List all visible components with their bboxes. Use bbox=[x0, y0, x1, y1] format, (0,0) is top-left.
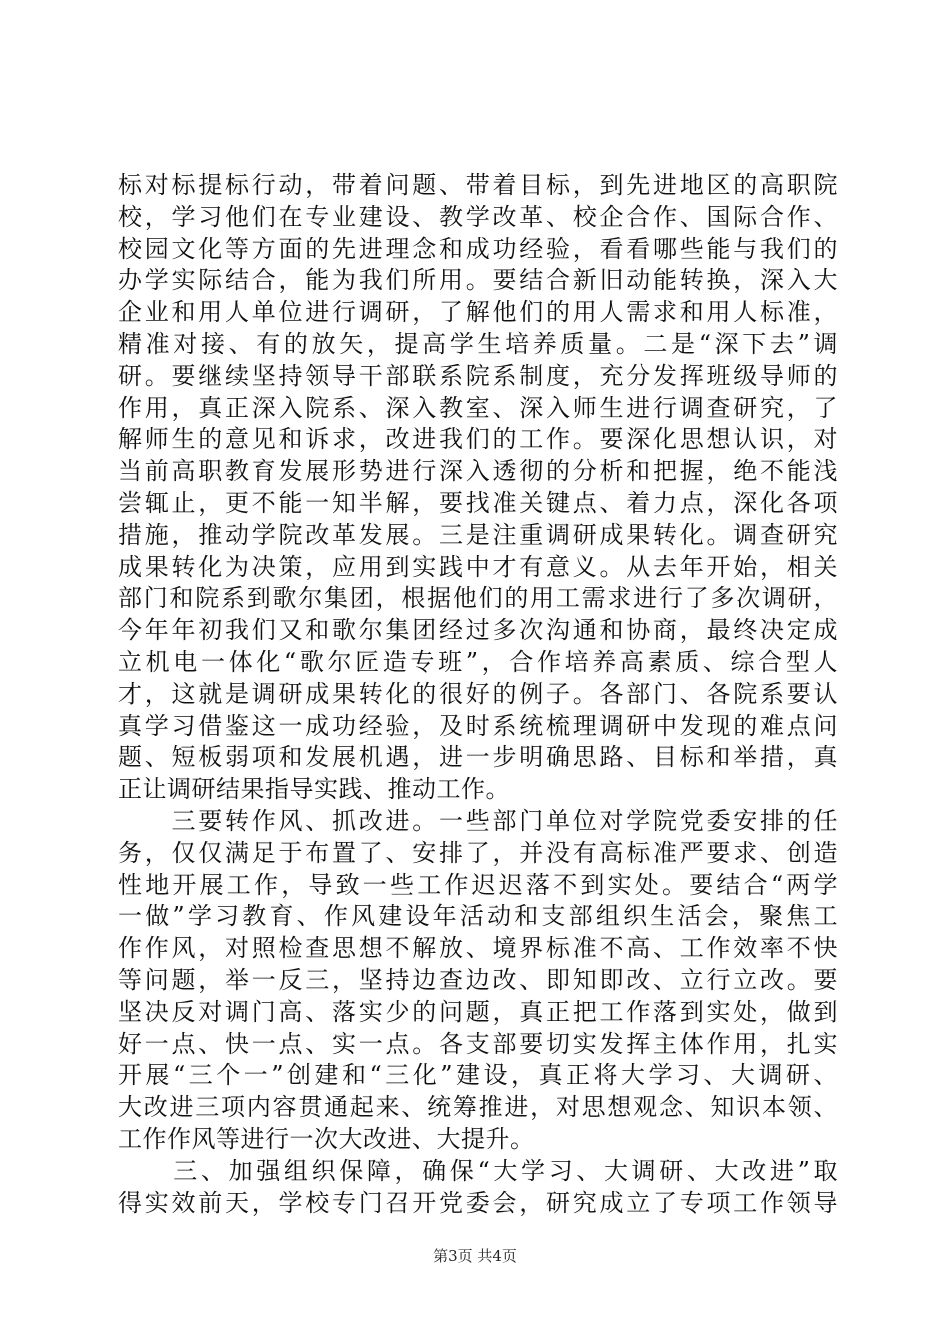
text-line: 作作风，对照检查思想不解放、境界标准不高、工作效率不快 bbox=[118, 934, 838, 963]
text-line: 坚决反对调门高、落实少的问题，真正把工作落到实处，做到 bbox=[118, 997, 838, 1026]
text-line: 部门和院系到歌尔集团，根据他们的用工需求进行了多次调研， bbox=[118, 584, 838, 613]
text-line: 研。要继续坚持领导干部联系院系制度，充分发挥班级导师的 bbox=[118, 361, 838, 390]
text-line: 务，仅仅满足于布置了、安排了，并没有高标准严要求、创造 bbox=[118, 838, 838, 867]
text-line: 开展“三个一”创建和“三化”建设，真正将大学习、大调研、 bbox=[118, 1061, 838, 1090]
text-line: 校园文化等方面的先进理念和成功经验，看看哪些能与我们的 bbox=[118, 234, 838, 263]
text-line: 尝辄止，更不能一知半解，要找准关键点、着力点，深化各项 bbox=[118, 488, 838, 517]
text-line: 解师生的意见和诉求，改进我们的工作。要深化思想认识，对 bbox=[118, 425, 838, 454]
text-line: 成果转化为决策，应用到实践中才有意义。从去年开始，相关 bbox=[118, 552, 838, 581]
text-line-paragraph-end: 工作作风等进行一次大改进、大提升。 bbox=[118, 1124, 535, 1153]
text-line: 标对标提标行动，带着问题、带着目标，到先进地区的高职院 bbox=[118, 171, 838, 199]
text-line: 校，学习他们在专业建设、教学改革、校企合作、国际合作、 bbox=[118, 202, 838, 231]
text-line: 当前高职教育发展形势进行深入透彻的分析和把握，绝不能浅 bbox=[118, 457, 838, 486]
text-line: 性地开展工作，导致一些工作迟迟落不到实处。要结合“两学 bbox=[118, 870, 838, 899]
text-line-paragraph-end: 正让调研结果指导实践、推动工作。 bbox=[118, 775, 510, 804]
document-body bbox=[118, 170, 838, 1219]
text-line: 一做”学习教育、作风建设年活动和支部组织生活会，聚焦工 bbox=[118, 902, 838, 931]
text-line: 题、短板弱项和发展机遇，进一步明确思路、目标和举措，真 bbox=[118, 743, 838, 772]
text-line: 作用，真正深入院系、深入教室、深入师生进行调查研究，了 bbox=[118, 393, 838, 422]
text-line: 企业和用人单位进行调研，了解他们的用人需求和用人标准， bbox=[118, 298, 838, 327]
text-line: 精准对接、有的放矢，提高学生培养质量。二是“深下去”调 bbox=[118, 329, 838, 358]
text-line: 等问题，举一反三，坚持边查边改、即知即改、立行立改。要 bbox=[118, 965, 838, 994]
text-line: 立机电一体化“歌尔匠造专班”，合作培养高素质、综合型人 bbox=[118, 647, 838, 676]
text-line: 措施，推动学院改革发展。三是注重调研成果转化。调查研究 bbox=[118, 520, 838, 549]
text-line-paragraph-start: 三要转作风、抓改进。一些部门单位对学院党委安排的任 bbox=[118, 806, 838, 835]
text-line: 才，这就是调研成果转化的很好的例子。各部门、各院系要认 bbox=[118, 679, 838, 708]
text-line: 大改进三项内容贯通起来、统筹推进，对思想观念、知识本领、 bbox=[118, 1093, 838, 1122]
text-line: 得实效前天，学校专门召开党委会，研究成立了专项工作领导 bbox=[118, 1188, 838, 1217]
page-number-footer: 第3页 共4页 bbox=[433, 1247, 517, 1265]
text-line: 办学实际结合，能为我们所用。要结合新旧动能转换，深入大 bbox=[118, 266, 838, 295]
text-line: 今年年初我们又和歌尔集团经过多次沟通和协商，最终决定成 bbox=[118, 616, 838, 645]
section-heading-line: 三、加强组织保障，确保“大学习、大调研、大改进”取 bbox=[118, 1156, 838, 1185]
text-line: 真学习借鉴这一成功经验，及时系统梳理调研中发现的难点问 bbox=[118, 711, 838, 740]
text-line: 好一点、快一点、实一点。各支部要切实发挥主体作用，扎实 bbox=[118, 1029, 838, 1058]
